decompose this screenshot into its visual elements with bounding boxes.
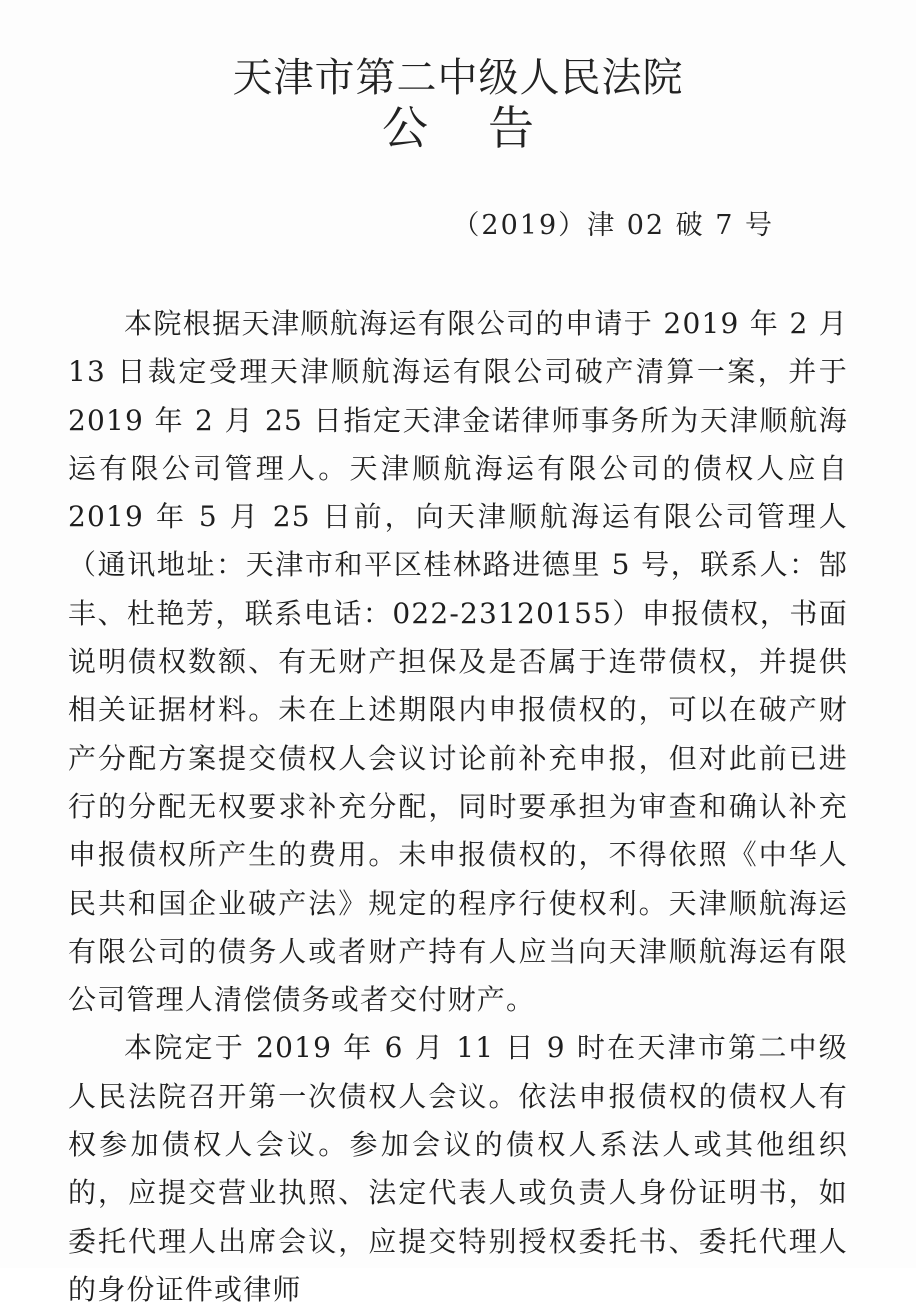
paragraph-creditors-meeting: 本院定于 2019 年 6 月 11 日 9 时在天津市第二中级人民法院召开第一次债权人会议。依法申报债权的债权人有权参加债权人会议。参加会议的债权人系法人或其他组织的，应提交营业执照、法定代表人或负责人身份证明书，如委托代理人出席会议，应提交特别授权委托书、委托代理人的身份证件或律师: [68, 1031, 848, 1306]
document-type-title: 公告: [382, 101, 594, 155]
court-name: 天津市第二中级人民法院: [232, 55, 684, 101]
paragraph-creditor-claims: 本院根据天津顺航海运有限公司的申请于 2019 年 2 月 13 日裁定受理天津顺航海运有限公司破产清算一案，并于 2019 年 2 月 25 日指定天津金诺律师事务所为天津顺航海运有限公司管理人。天津顺航海运有限公司的债权人应自 2019 年 5 月 25 日前，向天津顺航海运有限公司管理人（通讯地址：天津市和平区桂林路进德里 5 号，联系人：郜丰、杜艳芳，联系电话：022-23120155）申报债权，书面说明债权数额、有无财产担保及是否属于连带债权，并提供相关证据材料。未在上述期限内申报债权的，可以在破产财产分配方案提交债权人会议讨论前补充申报，但对此前已进行的分配无权要求补充分配，同时要承担为审查和确认补充申报债权所产生的费用。未申报债权的，不得依照《中华人民共和国企业破产法》规定的程序行使权利。天津顺航海运有限公司的债务人或者财产持有人应当向天津顺航海运有限公司管理人清偿债务或者交付财产。: [68, 307, 848, 1017]
announcement-body: [68, 300, 848, 1314]
case-number: （2019）津 02 破 7 号: [452, 210, 774, 241]
